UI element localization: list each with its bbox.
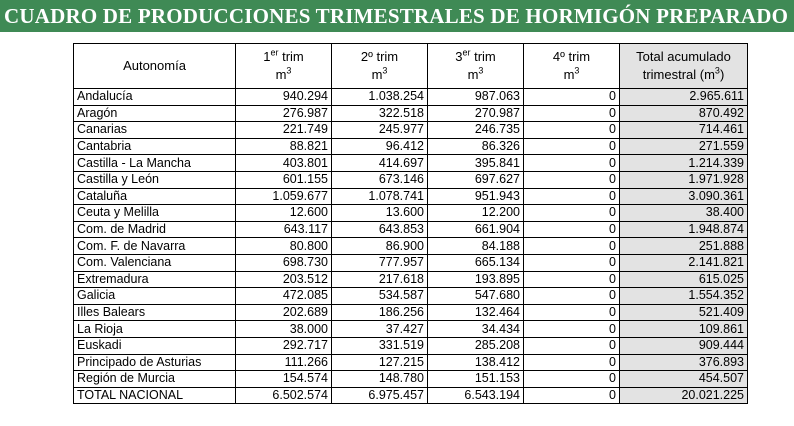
cell-q4: 0: [524, 171, 620, 188]
cell-region: Euskadi: [74, 337, 236, 354]
cell-q4: 0: [524, 138, 620, 155]
header-region: Autonomía: [74, 44, 236, 89]
cell-q1: 601.155: [236, 171, 332, 188]
cell-total: 870.492: [620, 105, 748, 122]
header-q3-unit: m: [467, 67, 479, 82]
cell-q2: 13.600: [332, 205, 428, 222]
header-q3: [428, 44, 524, 89]
cell-q1: 154.574: [236, 371, 332, 388]
cell-total: 1.971.928: [620, 171, 748, 188]
cell-q2: 777.957: [332, 254, 428, 271]
cell-total: 615.025: [620, 271, 748, 288]
header-q3-num: 3: [455, 49, 463, 64]
cell-q1: 111.266: [236, 354, 332, 371]
cell-q1: 292.717: [236, 337, 332, 354]
header-total-unit-sup: 3: [714, 65, 720, 76]
cell-total: 2.141.821: [620, 254, 748, 271]
table-row: [74, 288, 748, 305]
cell-q2: 331.519: [332, 337, 428, 354]
header-total-line2: trimestral (m: [642, 67, 715, 82]
cell-q2: 1.038.254: [332, 89, 428, 106]
cell-q3: 6.543.194: [428, 387, 524, 404]
header-total-close: ): [719, 67, 725, 82]
cell-q3: 665.134: [428, 254, 524, 271]
table-row: [74, 171, 748, 188]
cell-q2: 673.146: [332, 171, 428, 188]
cell-region: Illes Balears: [74, 304, 236, 321]
cell-q2: 127.215: [332, 354, 428, 371]
table-row: [74, 321, 748, 338]
cell-q3: 395.841: [428, 155, 524, 172]
cell-q2: 148.780: [332, 371, 428, 388]
table-row: [74, 89, 748, 106]
header-total: [620, 44, 748, 89]
cell-q4: 0: [524, 271, 620, 288]
cell-total: 1.948.874: [620, 221, 748, 238]
table-row: [74, 105, 748, 122]
cell-total: 20.021.225: [620, 387, 748, 404]
cell-q1: 203.512: [236, 271, 332, 288]
header-q1-num: 1: [263, 49, 271, 64]
cell-q3: 193.895: [428, 271, 524, 288]
cell-q4: 0: [524, 321, 620, 338]
table-row: [74, 337, 748, 354]
cell-q1: 221.749: [236, 122, 332, 139]
cell-q1: 403.801: [236, 155, 332, 172]
cell-q4: 0: [524, 354, 620, 371]
cell-q1: 80.800: [236, 238, 332, 255]
cell-q4: 0: [524, 122, 620, 139]
cell-q1: 38.000: [236, 321, 332, 338]
cell-q2: 322.518: [332, 105, 428, 122]
cell-q2: 186.256: [332, 304, 428, 321]
cell-q3: 697.627: [428, 171, 524, 188]
cell-region: Canarias: [74, 122, 236, 139]
cell-q3: 246.735: [428, 122, 524, 139]
table-row: [74, 205, 748, 222]
cell-q2: 217.618: [332, 271, 428, 288]
cell-total: 714.461: [620, 122, 748, 139]
cell-q3: 34.434: [428, 321, 524, 338]
header-q2-unit: m: [371, 67, 383, 82]
cell-q4: 0: [524, 205, 620, 222]
header-q3-unit-sup: 3: [478, 65, 484, 76]
header-q1-unit-sup: 3: [286, 65, 292, 76]
table-row: [74, 238, 748, 255]
cell-region: Com. de Madrid: [74, 221, 236, 238]
cell-q4: 0: [524, 89, 620, 106]
cell-q4: 0: [524, 288, 620, 305]
header-q1: [236, 44, 332, 89]
cell-q2: 96.412: [332, 138, 428, 155]
cell-q1: 6.502.574: [236, 387, 332, 404]
header-q2-unit-sup: 3: [382, 65, 388, 76]
table-row: [74, 254, 748, 271]
header-q3-sup: er: [462, 47, 471, 58]
page-title: CUADRO DE PRODUCCIONES TRIMESTRALES DE HORMIGÓN PREPARADO: [0, 0, 794, 32]
cell-q3: 987.063: [428, 89, 524, 106]
cell-total: 1.214.339: [620, 155, 748, 172]
table-row: [74, 188, 748, 205]
cell-region: Galicia: [74, 288, 236, 305]
cell-q1: 472.085: [236, 288, 332, 305]
header-q3-word: trim: [474, 49, 496, 64]
cell-region: Principado de Asturias: [74, 354, 236, 371]
cell-region: Cataluña: [74, 188, 236, 205]
cell-q3: 138.412: [428, 354, 524, 371]
table-row: [74, 271, 748, 288]
cell-total: 2.965.611: [620, 89, 748, 106]
cell-total: 909.444: [620, 337, 748, 354]
cell-total: 38.400: [620, 205, 748, 222]
header-q1-sup: er: [270, 47, 279, 58]
cell-region: Com. Valenciana: [74, 254, 236, 271]
cell-total: 454.507: [620, 371, 748, 388]
cell-total: 521.409: [620, 304, 748, 321]
header-q4-unit: m: [563, 67, 575, 82]
header-row: [74, 44, 748, 89]
cell-q1: 1.059.677: [236, 188, 332, 205]
cell-q4: 0: [524, 254, 620, 271]
cell-q4: 0: [524, 155, 620, 172]
cell-region: Aragón: [74, 105, 236, 122]
cell-region: Cantabria: [74, 138, 236, 155]
cell-q2: 6.975.457: [332, 387, 428, 404]
total-row: [74, 387, 748, 404]
header-q1-word: trim: [282, 49, 304, 64]
cell-q3: 547.680: [428, 288, 524, 305]
cell-q4: 0: [524, 337, 620, 354]
table-row: [74, 371, 748, 388]
table-row: [74, 122, 748, 139]
cell-q4: 0: [524, 387, 620, 404]
cell-q4: 0: [524, 188, 620, 205]
cell-q3: 151.153: [428, 371, 524, 388]
table-row: [74, 138, 748, 155]
cell-region: Andalucía: [74, 89, 236, 106]
cell-q2: 1.078.741: [332, 188, 428, 205]
cell-q1: 88.821: [236, 138, 332, 155]
cell-q3: 285.208: [428, 337, 524, 354]
cell-q3: 84.188: [428, 238, 524, 255]
cell-region: Región de Murcia: [74, 371, 236, 388]
cell-total: 376.893: [620, 354, 748, 371]
cell-q2: 86.900: [332, 238, 428, 255]
cell-q3: 86.326: [428, 138, 524, 155]
cell-q1: 940.294: [236, 89, 332, 106]
cell-q2: 534.587: [332, 288, 428, 305]
header-q2-label: 2º trim: [360, 49, 399, 64]
table-row: [74, 155, 748, 172]
cell-q4: 0: [524, 238, 620, 255]
cell-q3: 12.200: [428, 205, 524, 222]
cell-region: Extremadura: [74, 271, 236, 288]
cell-region: Castilla y León: [74, 171, 236, 188]
cell-q1: 12.600: [236, 205, 332, 222]
cell-total: 251.888: [620, 238, 748, 255]
table-row: [74, 354, 748, 371]
cell-q4: 0: [524, 371, 620, 388]
header-q4-unit-sup: 3: [574, 65, 580, 76]
production-table: [73, 43, 748, 404]
cell-total: 3.090.361: [620, 188, 748, 205]
cell-q3: 661.904: [428, 221, 524, 238]
header-q4: [524, 44, 620, 89]
cell-q2: 37.427: [332, 321, 428, 338]
cell-region: Com. F. de Navarra: [74, 238, 236, 255]
cell-region: Ceuta y Melilla: [74, 205, 236, 222]
cell-region: La Rioja: [74, 321, 236, 338]
cell-region: Castilla - La Mancha: [74, 155, 236, 172]
cell-q1: 643.117: [236, 221, 332, 238]
header-q4-label: 4º trim: [552, 49, 591, 64]
cell-total: 1.554.352: [620, 288, 748, 305]
cell-q1: 276.987: [236, 105, 332, 122]
cell-q3: 132.464: [428, 304, 524, 321]
header-total-line1: Total acumulado: [636, 49, 731, 64]
table-row: [74, 221, 748, 238]
cell-q4: 0: [524, 221, 620, 238]
cell-total: 271.559: [620, 138, 748, 155]
cell-q1: 698.730: [236, 254, 332, 271]
cell-region: TOTAL NACIONAL: [74, 387, 236, 404]
cell-q3: 270.987: [428, 105, 524, 122]
table-row: [74, 304, 748, 321]
cell-q2: 245.977: [332, 122, 428, 139]
cell-q4: 0: [524, 304, 620, 321]
cell-q4: 0: [524, 105, 620, 122]
header-q2: [332, 44, 428, 89]
header-q1-unit: m: [275, 67, 287, 82]
cell-q1: 202.689: [236, 304, 332, 321]
cell-total: 109.861: [620, 321, 748, 338]
cell-q2: 414.697: [332, 155, 428, 172]
cell-q3: 951.943: [428, 188, 524, 205]
cell-q2: 643.853: [332, 221, 428, 238]
